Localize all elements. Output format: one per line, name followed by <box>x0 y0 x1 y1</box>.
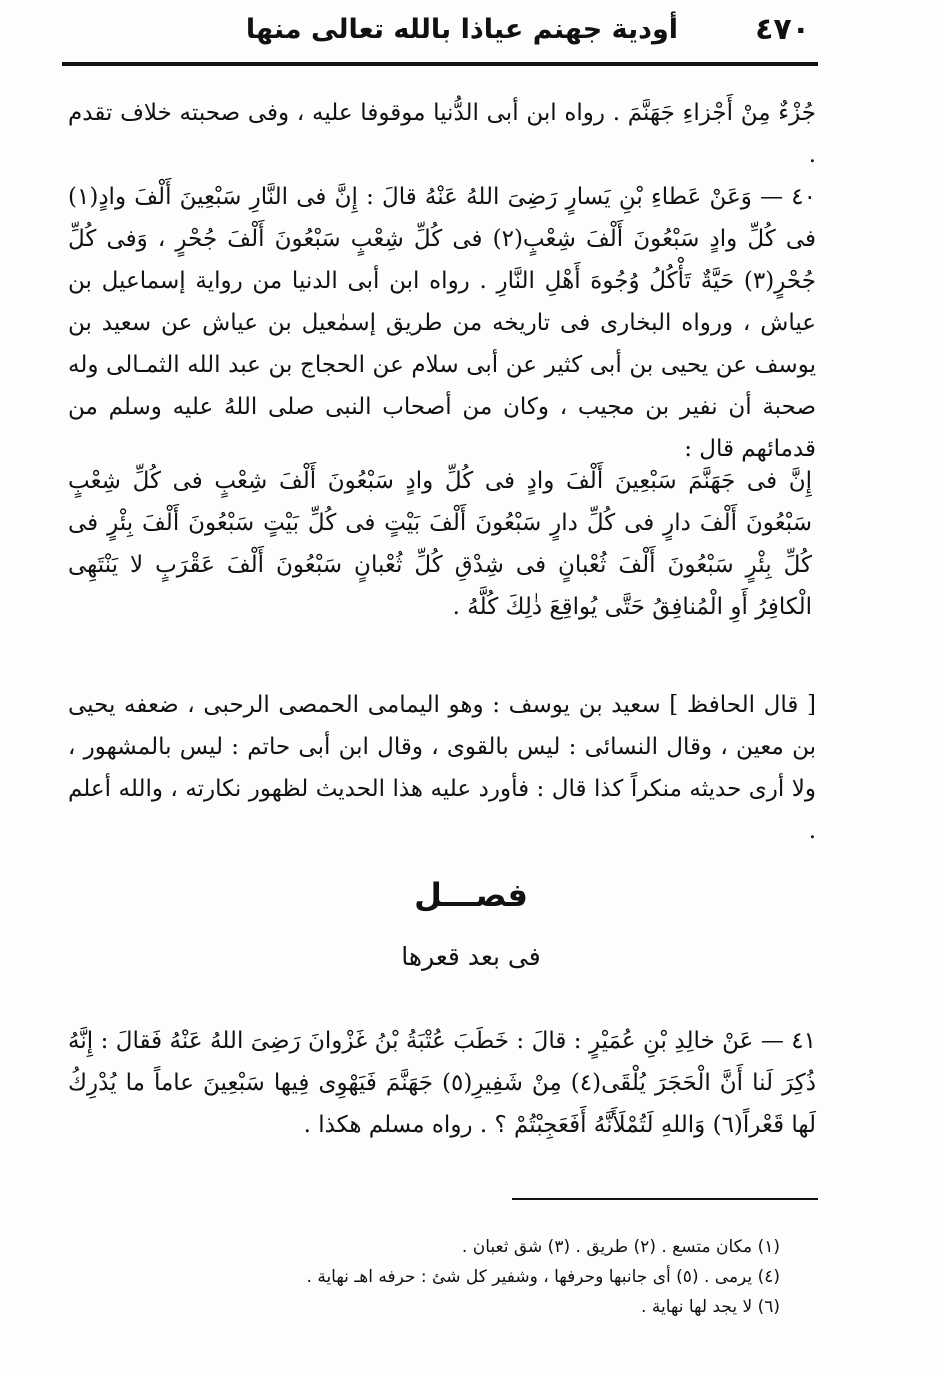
paragraph-hafiz-commentary: [ قال الحافظ ] سعيد بن يوسف : وهو اليمامى الحمصى الرحبى ، ضعفه يحيى بن معين ، وقال النسائى : ليس بالقوى ، وقال ابن أبى حاتم : ليس بالمشهور ، ولا أرى حديثه منكراً كذا قال : فأورد عليه هذا الحديث لظهور نكارته ، والله أعلم . <box>68 692 816 844</box>
running-title: أودية جهنم عياذا بالله تعالى منها <box>245 14 678 45</box>
text-block-hadith-41 <box>68 1020 816 1146</box>
paragraph-quoted-hadith: إِنَّ فى جَهَنَّمَ سَبْعِينَ أَلْفَ وادٍ فى كُلِّ وادٍ سَبْعُونَ أَلْفَ شِعْبٍ فى كُلِّ شِعْبٍ سَبْعُونَ أَلْفَ دارٍ فى كُلِّ دارٍ سَبْعُونَ أَلْفَ بَيْتٍ فى كُلِّ بَيْتٍ سَبْعُونَ أَلْفَ بِئْرٍ فى كُلِّ بِئْرٍ سَبْعُونَ أَلْفَ ثُعْبانٍ فى شِدْقِ كُلِّ ثُعْبانٍ سَبْعُونَ أَلْفَ عَقْرَبٍ لا يَنْتَهِى الْكافِرُ أَوِ الْمُنافِقُ حَتَّى يُواقِعَ ذٰلِكَ كُلَّهُ . <box>68 468 812 620</box>
page-header <box>62 8 818 58</box>
footnote-line-1: (١) مكان متسع . (٢) طريق . (٣) شق ثعبان . <box>461 1237 780 1257</box>
footnote-line-3: (٦) لا يجد لها نهاية . <box>641 1297 780 1317</box>
paragraph-hadith-40: ٤٠ — وَعَنْ عَطاءِ بْنِ يَسارٍ رَضِىَ اللهُ عَنْهُ قالَ : إِنَّ فى النَّارِ سَبْعِينَ أَلْفَ وادٍ(١) فى كُلِّ وادٍ سَبْعُونَ أَلْفَ شِعْبٍ(٢) فى كُلِّ شِعْبٍ سَبْعُونَ أَلْفَ جُحْرٍ ، وَفى كُلِّ جُحْرٍ(٣) حَيَّةٌ تَأْكُلُ وُجُوهَ أَهْلِ النَّارِ . رواه ابن أبى الدنيا من رواية إسماعيل بن عياش ، ورواه البخارى فى تاريخه من طريق إسمٰعيل بن عياش عن سعيد بن يوسف عن يحيى بن أبى كثير عن أبى سلام عن الحجاج بن عبد الله الثمـالى وله صحبة أن نفير بن مجيب ، وكان من أصحاب النبى صلى اللهُ عليه وسلم من قدمائهم قال : <box>68 184 816 462</box>
section-subheading: فى بعد قعرها <box>401 942 541 971</box>
text-block-quote <box>68 460 816 628</box>
text-block-commentary <box>68 684 816 852</box>
footnote-line-2: (٤) يرمى . (٥) أى جانبها وحرفها ، وشفير كل شئ : حرفه اهـ نهاية . <box>306 1267 780 1287</box>
text-block-hadith-40 <box>68 92 816 470</box>
footnote-rule <box>512 1198 818 1200</box>
section-heading: فصـــل <box>414 876 528 914</box>
header-rule <box>62 62 818 66</box>
paragraph-hadith-41: ٤١ — عَنْ خالِدِ بْنِ عُمَيْرٍ : قالَ : خَطَبَ عُتْبَةُ بْنُ غَزْوانَ رَضِىَ اللهُ عَنْهُ فَقالَ : إِنَّهُ ذُكِرَ لَنا أَنَّ الْحَجَرَ يُلْقَى(٤) مِنْ شَفِيرِ(٥) جَهَنَّمَ فَيَهْوِى فِيها سَبْعِينَ عاماً ما يُدْرِكُ لَها قَعْراً(٦) وَاللهِ لَتُمْلَأَنَّهُ أَفَعَجِبْتُمْ ؟ . رواه مسلم هكذا . <box>68 1028 816 1138</box>
paragraph-continuation: جُزْءٌ مِنْ أَجْزاءِ جَهَنَّمَ . رواه ابن أبى الدُّنيا موقوفا عليه ، وفى صحبته خلاف تقدم . <box>68 100 816 168</box>
page-number: ٤٧٠ <box>755 12 810 47</box>
footnotes <box>200 1232 780 1322</box>
